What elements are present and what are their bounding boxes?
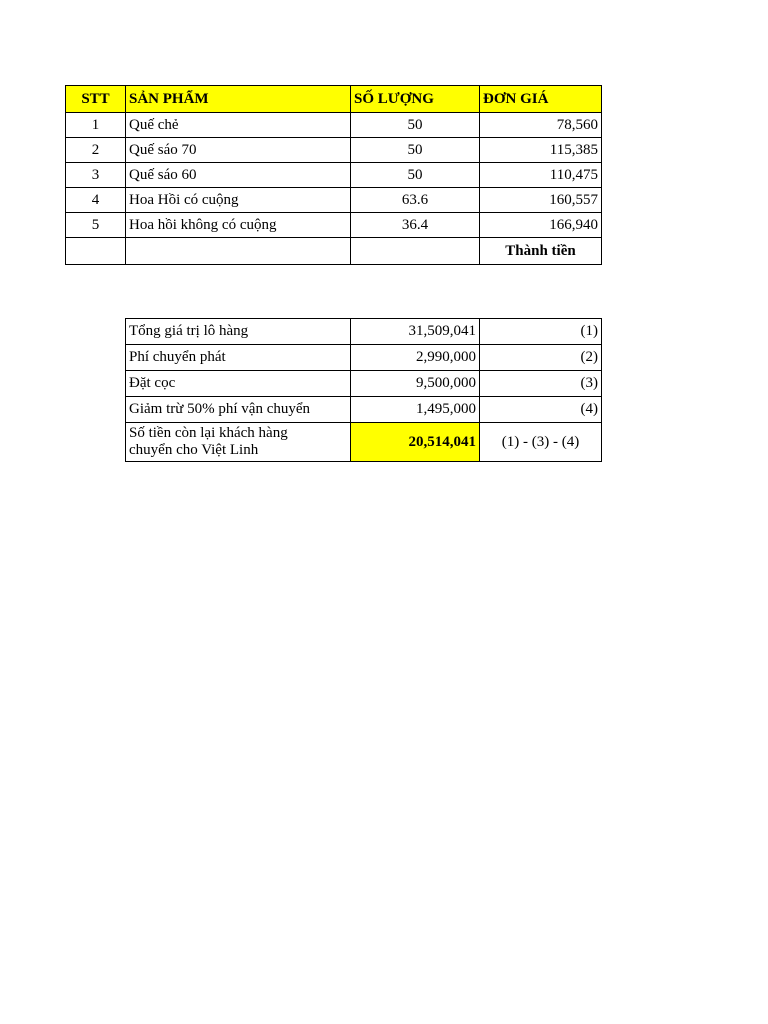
summary-value: 9,500,000: [351, 371, 480, 397]
cell-product: Hoa Hồi có cuộng: [126, 188, 351, 213]
cell-quantity: 50: [351, 138, 480, 163]
products-table: [65, 85, 602, 265]
header-quantity: SỐ LƯỢNG: [351, 86, 480, 113]
summary-note: (4): [480, 397, 602, 423]
header-stt: STT: [66, 86, 126, 113]
table-row: [66, 188, 602, 213]
remaining-label-line2: chuyển cho Việt Linh: [129, 442, 259, 458]
remaining-amount-row: [126, 423, 602, 462]
table-row: [66, 138, 602, 163]
summary-label: Phí chuyển phát: [126, 345, 351, 371]
cell-stt: 3: [66, 163, 126, 188]
cell-quantity: 36.4: [351, 213, 480, 238]
cell-unit-price: 78,560: [480, 113, 602, 138]
total-label: Thành tiền: [480, 238, 602, 265]
cell-stt: 5: [66, 213, 126, 238]
summary-row: [126, 345, 602, 371]
summary-label: Tổng giá trị lô hàng: [126, 319, 351, 345]
summary-row: [126, 397, 602, 423]
cell-stt: 1: [66, 113, 126, 138]
cell-quantity: 63.6: [351, 188, 480, 213]
cell-quantity: 50: [351, 113, 480, 138]
cell-unit-price: 115,385: [480, 138, 602, 163]
summary-label: Đặt cọc: [126, 371, 351, 397]
summary-value: 2,990,000: [351, 345, 480, 371]
summary-row: [126, 371, 602, 397]
summary-value: 1,495,000: [351, 397, 480, 423]
total-row: [66, 238, 602, 265]
summary-row: [126, 319, 602, 345]
remaining-label-line1: Số tiền còn lại khách hàng: [129, 425, 288, 441]
cell-unit-price: 166,940: [480, 213, 602, 238]
cell-stt: 2: [66, 138, 126, 163]
empty-cell: [126, 238, 351, 265]
empty-cell: [66, 238, 126, 265]
header-product: SẢN PHẨM: [126, 86, 351, 113]
cell-product: Quế sáo 70: [126, 138, 351, 163]
empty-cell: [351, 238, 480, 265]
cell-unit-price: 160,557: [480, 188, 602, 213]
header-unit-price: ĐƠN GIÁ: [480, 86, 602, 113]
table-row: [66, 113, 602, 138]
table-row: [66, 213, 602, 238]
cell-product: Hoa hồi không có cuộng: [126, 213, 351, 238]
summary-note: (2): [480, 345, 602, 371]
summary-value: 31,509,041: [351, 319, 480, 345]
summary-note: (1): [480, 319, 602, 345]
cell-quantity: 50: [351, 163, 480, 188]
summary-note: (3): [480, 371, 602, 397]
remaining-amount-formula: (1) - (3) - (4): [480, 423, 602, 462]
summary-label: Giảm trừ 50% phí vận chuyển: [126, 397, 351, 423]
cell-product: Quế sáo 60: [126, 163, 351, 188]
remaining-amount-label: [126, 423, 351, 462]
cell-stt: 4: [66, 188, 126, 213]
cell-product: Quế chẻ: [126, 113, 351, 138]
products-header-row: [66, 86, 602, 113]
cell-unit-price: 110,475: [480, 163, 602, 188]
summary-table: [125, 318, 602, 462]
remaining-amount-value: 20,514,041: [351, 423, 480, 462]
table-row: [66, 163, 602, 188]
